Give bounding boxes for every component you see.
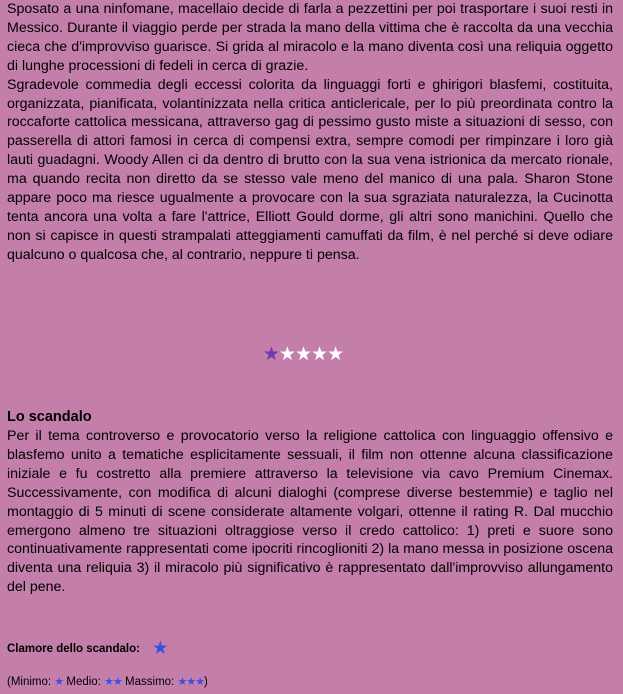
legend-open: (Minimo: <box>7 676 52 688</box>
scandal-paragraph: Per il tema controverso e provocatorio verso la religione cattolica con linguaggio offensivo e blasfemo unito a tematiche esplicitamente sessuali, il film non ottenne alcuna classificazione iniziale e fu costretto alla premiere attraverso la televisione via cavo Premium Cinemax. Successivamente, con modifica di alcuni dialoghi (comprese diverse bestemmie) e taglio nel montaggio di 5 minuti di scene considerate altamente volgari, ottenne il rating R. Dal mucchio emergono almeno tre situazioni oltraggiose verso il credo cattolico: 1) preti e suore sono continuativamente rappresentati come ipocriti rincoglioniti 2) la mano messa in posizione oscena diventa una reliquia 3) il miracolo più significativo è rappresentato dall'improvviso allungamento del pene. <box>7 428 613 596</box>
scandal-level-label: Clamore dello scandalo: <box>7 643 140 655</box>
empty-star-icon: ★ <box>327 344 344 365</box>
empty-star-icon: ★ <box>311 344 328 365</box>
review-section <box>7 0 613 265</box>
scandal-level <box>7 640 167 657</box>
scandal-level-star-icon: ★ <box>153 640 168 657</box>
filled-star-icon: ★ <box>262 344 279 365</box>
legend-massimo-label: Massimo: <box>125 676 175 688</box>
legend-massimo-stars-icon: ★★★ <box>177 676 205 688</box>
empty-star-icon: ★ <box>294 344 312 365</box>
plot-paragraph: Sposato a una ninfomane, macellaio decide di farla a pezzettini per poi trasportare i suoi resti in Messico. Durante il viaggio perde per strada la mano della vittima che è raccolta da una vecchia cieca che d'improvviso guarisce. Si grida al miracolo e la mano diventa così una reliquia oggetto di lunghe processioni di fedeli in cerca di grazie. <box>7 1 613 74</box>
empty-star-icon: ★ <box>278 344 295 365</box>
legend-medio-stars-icon: ★★ <box>104 676 122 688</box>
legend-medio-label: Medio: <box>66 676 101 688</box>
star-rating <box>0 345 606 365</box>
scandal-section <box>7 427 613 597</box>
scandal-legend <box>7 674 208 690</box>
legend-close: ) <box>204 676 208 688</box>
scandal-heading: Lo scandalo <box>7 409 92 425</box>
critique-paragraph: Sgradevole commedia degli eccessi colorita da linguaggi forti e ghirigori blasfemi, costituita, organizzata, pianificata, volantinizzata nella critica anticlericale, per lo più preordinata contro la roccaforte cattolica messicana, attraverso gag di pessimo gusto miste a situazioni di sesso, con passerella di attori famosi in cerca di compensi extra, sempre comodi per rimpinzare i loro già lauti guadagni. Woody Allen ci da dentro di brutto con la sua vena istrionica da mercato rionale, ma quando recita non diretto da se stesso vale meno del manico di una pala. Sharon Stone appare poco ma riesce ugualmente a provocare con la sua sgraziata naturalezza, la Cucinotta tenta ancora una volta a fare l'attrice, Elliott Gould dorme, gli altri sono manichini. Quello che non si capisce in questi strampalati atteggiamenti camuffati da film, è nel perché si deve odiare qualcuno o qualcosa che, al contrario, neppure ti pensa. <box>7 76 613 263</box>
legend-minimo-star-icon: ★ <box>54 676 64 688</box>
